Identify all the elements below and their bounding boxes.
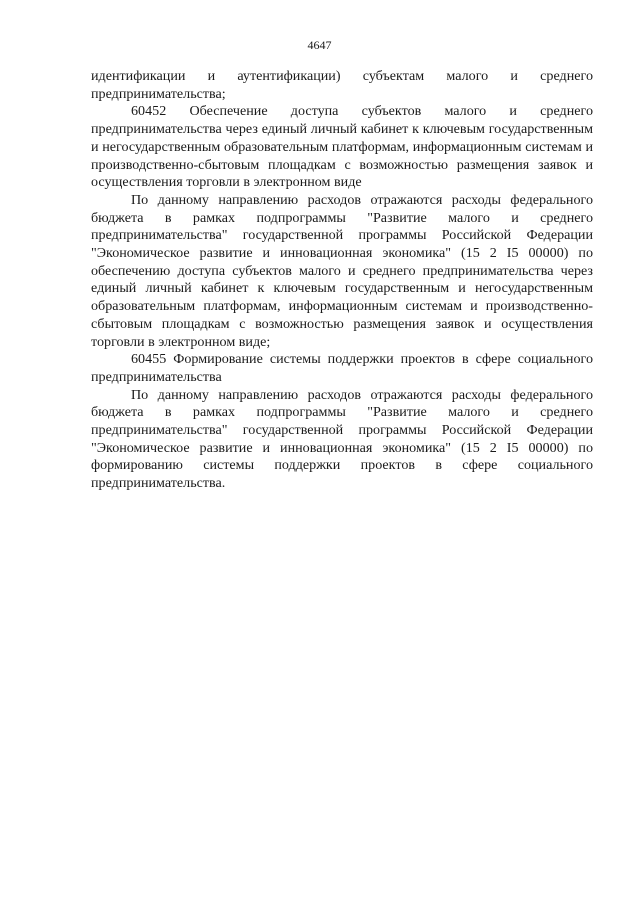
paragraph-code-60455: 60455 Формирование системы поддержки проектов в сфере социального предпринимательства [91,351,593,385]
paragraph-description-60455: По данному направлению расходов отражаются расходы федерального бюджета в рамках подпрограммы "Развитие малого и среднего предпринимательства" государственной программы Российской Федерации "Экономическое развитие и инновационная экономика" (15 2 I5 00000) по формированию системы поддержки проектов в сфере социального предпринимательства. [91,386,593,492]
document-body [91,68,593,493]
page-number: 4647 [307,38,332,52]
paragraph-continuation: идентификации и аутентификации) субъектам малого и среднего предпринимательства; [91,68,593,102]
paragraph-code-60452: 60452 Обеспечение доступа субъектов малого и среднего предпринимательства через единый личный кабинет к ключевым государственным и негосударственным образовательным платформам, информационным системам и производственно-сбытовым площадкам с возможностью размещения заявок и осуществления торговли в электронном виде [91,103,593,191]
paragraph-description-60452: По данному направлению расходов отражаются расходы федерального бюджета в рамках подпрограммы "Развитие малого и среднего предпринимательства" государственной программы Российской Федерации "Экономическое развитие и инновационная экономика" (15 2 I5 00000) по обеспечению доступа субъектов малого и среднего предпринимательства через единый личный кабинет к ключевым государственным и негосударственным образовательным платформам, информационным системам и производственно-сбытовым площадкам с возможностью размещения заявок и осуществления торговли в электронном виде; [91,191,593,350]
